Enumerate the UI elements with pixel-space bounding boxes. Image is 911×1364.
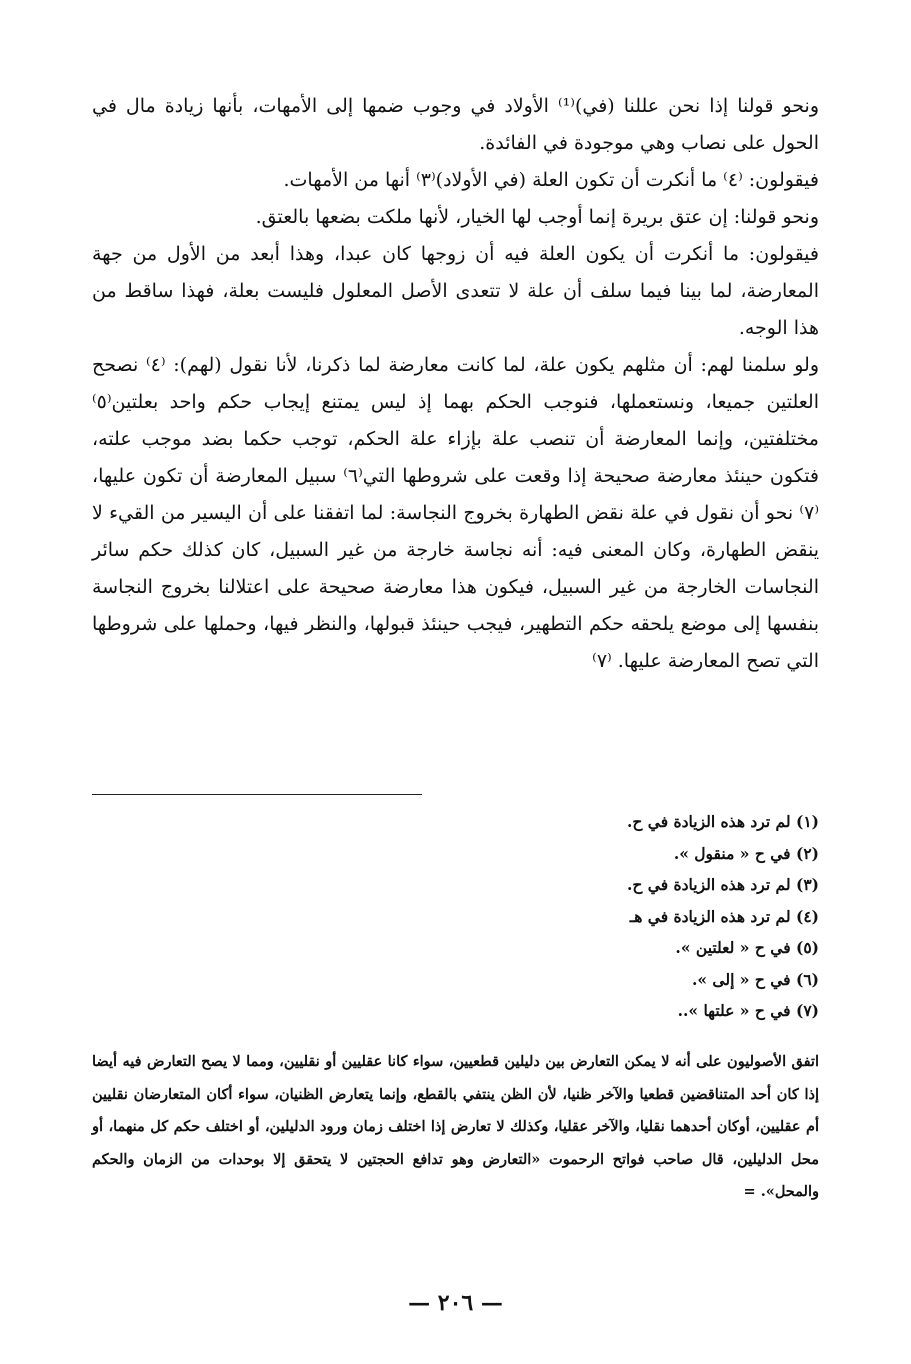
paragraph: ونحو قولنا: إن عتق بريرة إنما أوجب لها الخيار، لأنها ملكت بضعها بالعتق. xyxy=(255,206,819,228)
paragraph: ولو سلمنا لهم: أن مثلهم يكون علة، لما كانت معارضة لما ذكرنا، لأنا نقول (لهم): ⁽٤⁾ نصحح العلتين جميعا، ونستعملها، فنوجب الحكم بهما إذ ليس يمتنع إيجاب حكم واحد بعلتين⁽٥⁾ مختلفتين، وإنما المعارضة أن تنصب علة بإزاء علة الحكم، توجب حكما بضد موجب علته، فتكون حينئذ معارضة صحيحة إذا وقعت على شروطها التي⁽٦⁾ سبيل المعارضة أن تكون عليها، ⁽٧⁾ نحو أن نقول في علة نقض الطهارة بخروج النجاسة: لما اتفقنا على أن اليسير من القيء لا ينقض الطهارة، وكان المعنى فيه: أنه نجاسة خارجة من غير السبيل، كان كذلك حكم سائر النجاسات الخارجة من غير السبيل، فيكون هذا معارضة صحيحة على اعتلالنا بخروج النجاسة بنفسها إلى موضع يلحقه حكم التطهير، فيجب حينئذ قبولها، والنظر فيها، وحملها على شروطها التي تصح المعارضة عليها. ⁽٧⁾ xyxy=(92,354,820,672)
footnote: (٢) في ح « منقول ». xyxy=(673,843,819,863)
main-text xyxy=(92,88,819,680)
extended-note: اتفق الأصوليون على أنه لا يمكن التعارض بين دليلين قطعيين، سواء كانا عقليين أو نقليين، ومما لا يصح التعارض فيه أيضا إذا كان أحد المتناقضين قطعيا والآخر ظنيا، لأن الظن ينتفي بالقطع، وإنما يتعارض الظنيان، سواء أكان المتعارضان نقليين أم عقليين، أوكان أحدهما نقليا، والآخر عقليا، وكذلك لا تعارض إذا اختلف زمان ورود الدليلين، أو اختلف حكم كل منهما، أو محل الدليلين، قال صاحب فواتح الرحموت «التعارض وهو تدافع الحجتين لا يتحقق إلا بوحدات من الزمان والحكم والمحل». = xyxy=(92,1053,819,1200)
footnote: (٦) في ح « إلى ». xyxy=(691,969,819,989)
footnote-separator xyxy=(92,794,422,795)
footnote: (٣) لم ترد هذه الزيادة في ح. xyxy=(627,875,819,894)
footnote: (١) لم ترد هذه الزيادة في ح. xyxy=(627,812,819,831)
paragraph: فيقولون: ما أنكرت أن يكون العلة فيه أن زوجها كان عبدا، وهذا أبعد من الأول من جهة المعارضة، لما بينا فيما سلف أن علة لا تتعدى الأصل المعلول فليست بعلة، فهذا ساقط من هذا الوجه. xyxy=(92,243,819,339)
paragraph: فيقولون: ⁽٤⁾ ما أنكرت أن تكون العلة (في الأولاد)⁽٣⁾ أنها من الأمهات. xyxy=(283,169,819,191)
page-number: — ٢٠٦ — xyxy=(408,1290,503,1316)
footnote: (٤) لم ترد هذه الزيادة في هـ xyxy=(629,906,819,926)
footnote: (٥) في ح « لعلتين ». xyxy=(675,938,819,957)
footnotes xyxy=(92,806,819,1027)
paragraph: ونحو قولنا إذا نحن عللنا (في)⁽¹⁾ الأولاد في وجوب ضمها إلى الأمهات، بأنها زيادة مال في الحول على نصاب وهي موجودة في الفائدة. xyxy=(92,95,819,154)
footnote: (٧) في ح « علتها ».. xyxy=(677,1001,819,1020)
